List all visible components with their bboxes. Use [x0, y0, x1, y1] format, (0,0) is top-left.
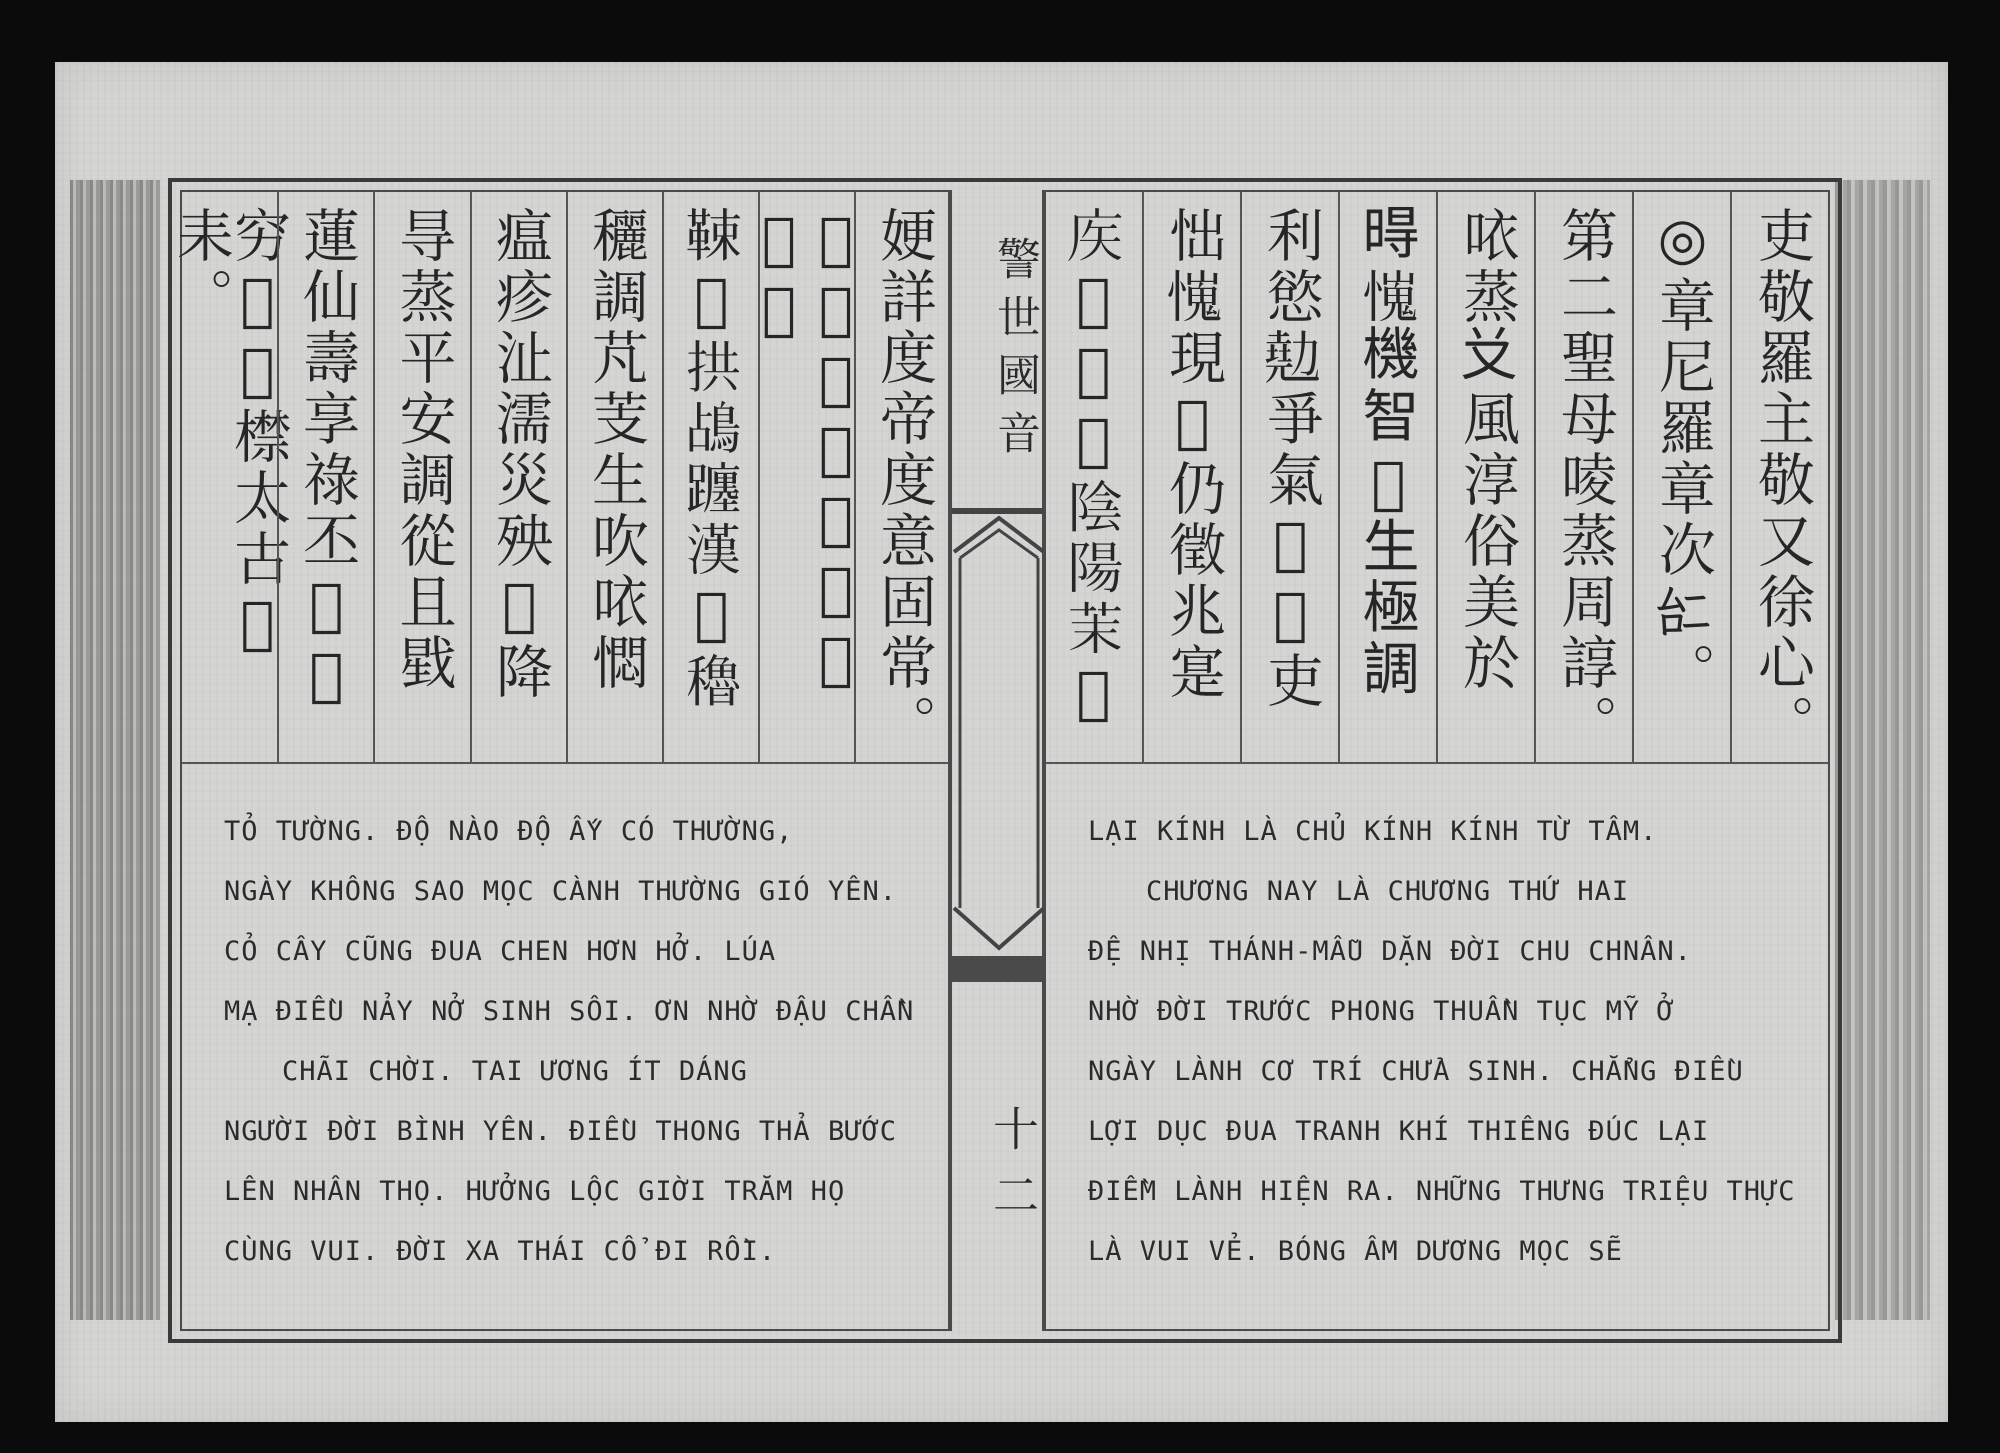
- romanized-line: CHƯƠNG NAY LÀ CHƯƠNG THỨ HAI: [1146, 876, 1630, 907]
- han-column: 𢇻𢗼𥜌𩄎陰陽茉𦀊: [1060, 206, 1127, 730]
- han-column: 吏敬羅主敬又徐心。: [1730, 192, 1830, 762]
- han-column: 㝵蒸平安調從且戥: [373, 192, 470, 762]
- section-divider: [182, 762, 948, 764]
- romanized-line: LÀ VUI VẺ. BÓNG ÂM DƯƠNG MỌC SẼ: [1088, 1236, 1623, 1267]
- romanized-line: LỢI DỤC ĐUA TRANH KHÍ THIÊNG ĐÚC LẠI: [1088, 1116, 1710, 1147]
- han-column: 㛐詳度帝度意固常。: [854, 192, 950, 762]
- han-column: 𣈜𢢯機智𠸗生極調: [1338, 192, 1436, 762]
- romanized-text-block: [224, 802, 938, 1282]
- romanized-line: CHÃI CHỜI. TAI ƯƠNG ÍT DÁNG: [282, 1056, 748, 1087]
- han-column: 𩊯𣘃拱𪀄躔漢𦥃穭: [662, 192, 758, 762]
- romanized-text-block: [1088, 802, 1818, 1282]
- han-column: 蓮仙壽享祿丕𥘀𥘀: [277, 192, 373, 762]
- han-column: 穷𢗼𦋦㯲太古𢶸耒。: [167, 206, 291, 660]
- left-page: [167, 190, 950, 1331]
- romanized-line: NGƯỜI ĐỜI BÌNH YÊN. ĐIỀU THONG THẢ BƯỚC: [224, 1116, 897, 1147]
- han-column: 𣋚空𡗶茉梗常𨖅安。: [758, 192, 854, 762]
- han-column: 㤕𢢯現𦋦仍徵兆寔: [1142, 192, 1240, 762]
- page-number: 十二: [986, 1105, 1040, 1237]
- han-column: ◎章尼羅章次𠄩。: [1632, 192, 1730, 762]
- han-column: 瘟疹沚濡災殃𠅍降: [470, 192, 566, 762]
- romanized-line: TỎ TƯỜNG. ĐỘ NÀO ĐỘ ẤY CÓ THƯỜNG,: [224, 816, 794, 847]
- romanized-line: ĐỆ NHỊ THÁNH-MẪU DẶN ĐỜI CHU CHNÂN.: [1088, 936, 1692, 967]
- center-fold-gutter: [950, 190, 1044, 1331]
- han-column: 穲調芃芰生吹𠲖㦖: [566, 192, 662, 762]
- section-divider: [1046, 762, 1828, 764]
- romanized-line: CÙNG VUI. ĐỜI XA THÁI CỔ ĐI RỒI.: [224, 1236, 777, 1267]
- right-page: [1044, 190, 1830, 1331]
- han-column: 利慾𠢩爭氣𡗶𨪠吏: [1240, 192, 1338, 762]
- fishtail-mark: [952, 508, 1046, 988]
- left-binding-edge: [70, 180, 160, 1320]
- han-column: 𠲖蒸𠬠風淳俗美於: [1436, 192, 1534, 762]
- romanized-line: NGÀY KHÔNG SAO MỌC CÀNH THƯỜNG GIÓ YÊN.: [224, 876, 897, 907]
- romanized-line: LẠI KÍNH LÀ CHỦ KÍNH KÍNH TỪ TÂM.: [1088, 816, 1658, 847]
- romanized-line: MẠ ĐIỀU NẢY NỞ SINH SÔI. ƠN NHỜ ĐẬU CHẦN: [224, 996, 915, 1027]
- han-column: 第二聖母㖫蒸周諄。: [1534, 192, 1632, 762]
- romanized-line: LÊN NHÂN THỌ. HƯỞNG LỘC GIỜI TRĂM HỌ: [224, 1176, 846, 1207]
- book-title: 警世國音: [989, 236, 1040, 468]
- right-binding-edge: [1835, 180, 1930, 1320]
- romanized-line: CỎ CÂY CŨNG ĐUA CHEN HƠN HỞ. LÚA: [224, 936, 777, 967]
- romanized-line: NGÀY LÀNH CƠ TRÍ CHỬA SINH. CHẲNG ĐIỀU: [1088, 1056, 1744, 1087]
- romanized-line: NHỜ ĐỜI TRƯỚC PHONG THUẦN TỤC MỸ Ở: [1088, 996, 1675, 1027]
- romanized-line: ĐIỀM LÀNH HIỆN RA. NHỮNG THƯNG TRIỆU THỰC: [1088, 1176, 1796, 1207]
